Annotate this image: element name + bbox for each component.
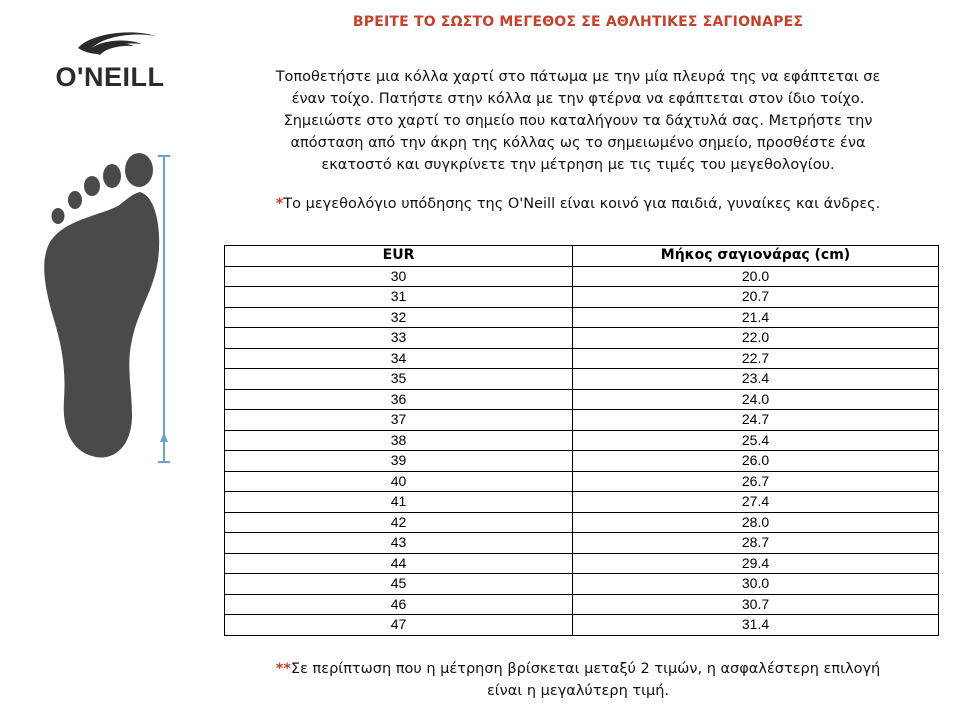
cell-eur-size: 34	[225, 348, 573, 369]
table-header-row	[225, 246, 939, 267]
column-header-eur: EUR	[225, 246, 573, 267]
foot-illustration	[28, 150, 188, 470]
note-shared-sizing	[228, 193, 928, 215]
cell-eur-size: 36	[225, 389, 573, 410]
cell-eur-size: 35	[225, 369, 573, 390]
instruction-line: απόσταση από την άκρη της κόλλας ως το σημειωμένο σημείο, προσθέστε ένα	[290, 135, 866, 151]
cell-length-cm: 26.0	[573, 451, 939, 472]
table-row	[225, 574, 939, 595]
table-row	[225, 553, 939, 574]
cell-eur-size: 47	[225, 615, 573, 636]
cell-eur-size: 38	[225, 430, 573, 451]
column-header-length: Μήκος σαγιονάρας (cm)	[573, 246, 939, 267]
cell-length-cm: 20.7	[573, 287, 939, 308]
note-line	[228, 658, 928, 680]
cell-length-cm: 24.0	[573, 389, 939, 410]
table-row	[225, 410, 939, 431]
note-line: είναι η μεγαλύτερη τιμή.	[486, 683, 670, 699]
cell-eur-size: 46	[225, 594, 573, 615]
table-row	[225, 266, 939, 287]
cell-eur-size: 43	[225, 533, 573, 554]
cell-length-cm: 25.4	[573, 430, 939, 451]
table-row	[225, 369, 939, 390]
note-text: Σε περίπτωση που η μέτρηση βρίσκεται μεταξύ 2 τιμών, η ασφαλέστερη επιλογή	[290, 661, 881, 677]
cell-length-cm: 28.0	[573, 512, 939, 533]
table-row	[225, 615, 939, 636]
instructions	[228, 66, 928, 176]
note-between-sizes	[228, 658, 928, 702]
table-body	[225, 266, 939, 635]
measure-arrow-icon	[158, 156, 170, 462]
brand-name: O'NEILL	[55, 62, 165, 92]
instruction-line: εκατοστό και συγκρίνετε την μέτρηση με τις τιμές του μεγεθολογίου.	[321, 157, 835, 173]
instruction-line: έναν τοίχο. Πατήστε στην κόλλα με την φτέρνα να εφάπτεται στον ίδιο τοίχο.	[291, 91, 865, 107]
table-row	[225, 492, 939, 513]
table-row	[225, 471, 939, 492]
cell-eur-size: 44	[225, 553, 573, 574]
cell-length-cm: 26.7	[573, 471, 939, 492]
cell-length-cm: 22.0	[573, 328, 939, 349]
table-row	[225, 533, 939, 554]
instruction-line: Σημειώστε στο χαρτί το σημείο που καταλήγουν τα δάχτυλά σας. Μετρήστε την	[283, 113, 873, 129]
table-row	[225, 287, 939, 308]
cell-length-cm: 27.4	[573, 492, 939, 513]
table-row	[225, 594, 939, 615]
table-row	[225, 328, 939, 349]
cell-eur-size: 32	[225, 307, 573, 328]
note-text: Το μεγεθολόγιο υπόδησης της O'Neill είναι κοινό για παιδιά, γυναίκες και άνδρες.	[283, 196, 881, 212]
cell-length-cm: 20.0	[573, 266, 939, 287]
note-marker: **	[275, 661, 291, 677]
cell-eur-size: 33	[225, 328, 573, 349]
cell-length-cm: 22.7	[573, 348, 939, 369]
cell-eur-size: 30	[225, 266, 573, 287]
cell-length-cm: 23.4	[573, 369, 939, 390]
cell-eur-size: 31	[225, 287, 573, 308]
foot-sole-icon	[28, 150, 188, 470]
table-row	[225, 451, 939, 472]
cell-eur-size: 45	[225, 574, 573, 595]
table-row	[225, 389, 939, 410]
cell-length-cm: 24.7	[573, 410, 939, 431]
cell-length-cm: 28.7	[573, 533, 939, 554]
cell-eur-size: 42	[225, 512, 573, 533]
size-chart-table	[224, 245, 939, 636]
cell-eur-size: 37	[225, 410, 573, 431]
table-row	[225, 307, 939, 328]
brand-logo	[30, 28, 190, 92]
cell-eur-size: 39	[225, 451, 573, 472]
cell-eur-size: 40	[225, 471, 573, 492]
page-title: ΒΡΕΙΤΕ ΤΟ ΣΩΣΤΟ ΜΕΓΕΘΟΣ ΣΕ ΑΘΛΗΤΙΚΕΣ ΣΑΓΙΟΝΑΡΕΣ	[352, 14, 804, 30]
instruction-line: Τοποθετήστε μια κόλλα χαρτί στο πάτωμα με την μία πλευρά της να εφάπτεται σε	[275, 69, 881, 85]
cell-length-cm: 31.4	[573, 615, 939, 636]
note-marker: *	[275, 196, 284, 212]
cell-length-cm: 30.0	[573, 574, 939, 595]
cell-length-cm: 30.7	[573, 594, 939, 615]
table-row	[225, 430, 939, 451]
cell-length-cm: 29.4	[573, 553, 939, 574]
oneill-wave-icon	[30, 28, 190, 64]
table-row	[225, 348, 939, 369]
cell-eur-size: 41	[225, 492, 573, 513]
table-row	[225, 512, 939, 533]
cell-length-cm: 21.4	[573, 307, 939, 328]
